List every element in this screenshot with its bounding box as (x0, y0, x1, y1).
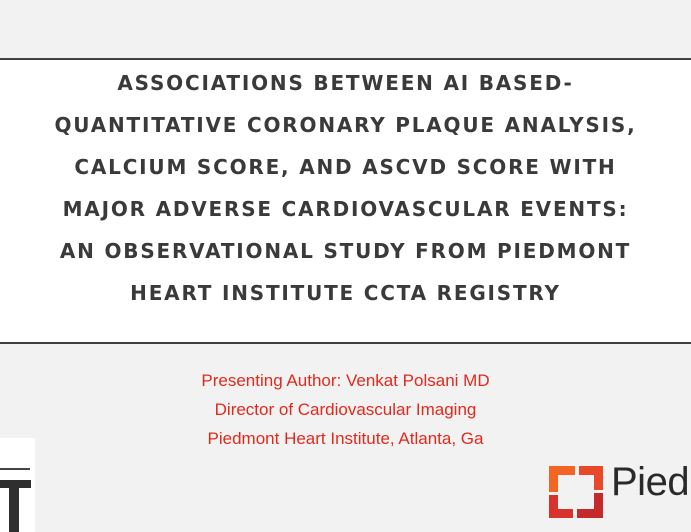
presenting-author: Presenting Author: Venkat Polsani MD (201, 371, 490, 390)
title-line-5: AN OBSERVATIONAL STUDY FROM PIEDMONT (59, 239, 632, 263)
title-line-1: ASSOCIATIONS BETWEEN AI BASED- (117, 71, 574, 95)
title-line-2: QUANTITATIVE CORONARY PLAQUE ANALYSIS, (54, 113, 637, 137)
logo-mark-icon (0, 438, 35, 532)
piedmont-wordmark: Pied (611, 460, 690, 504)
title-line-6: HEART INSTITUTE CCTA REGISTRY (130, 281, 561, 305)
slide-title (0, 62, 691, 314)
author-affiliation: Piedmont Heart Institute, Atlanta, Ga (207, 429, 484, 448)
title-line-4: MAJOR ADVERSE CARDIOVASCULAR EVENTS: (62, 197, 629, 221)
author-title: Director of Cardiovascular Imaging (214, 400, 477, 419)
title-line-3: CALCIUM SCORE, AND ASCVD SCORE WITH (74, 155, 617, 179)
piedmont-mark-icon (545, 462, 607, 522)
piedmont-logo (545, 462, 691, 522)
institution-logo-left (0, 438, 35, 532)
author-block (0, 366, 691, 453)
